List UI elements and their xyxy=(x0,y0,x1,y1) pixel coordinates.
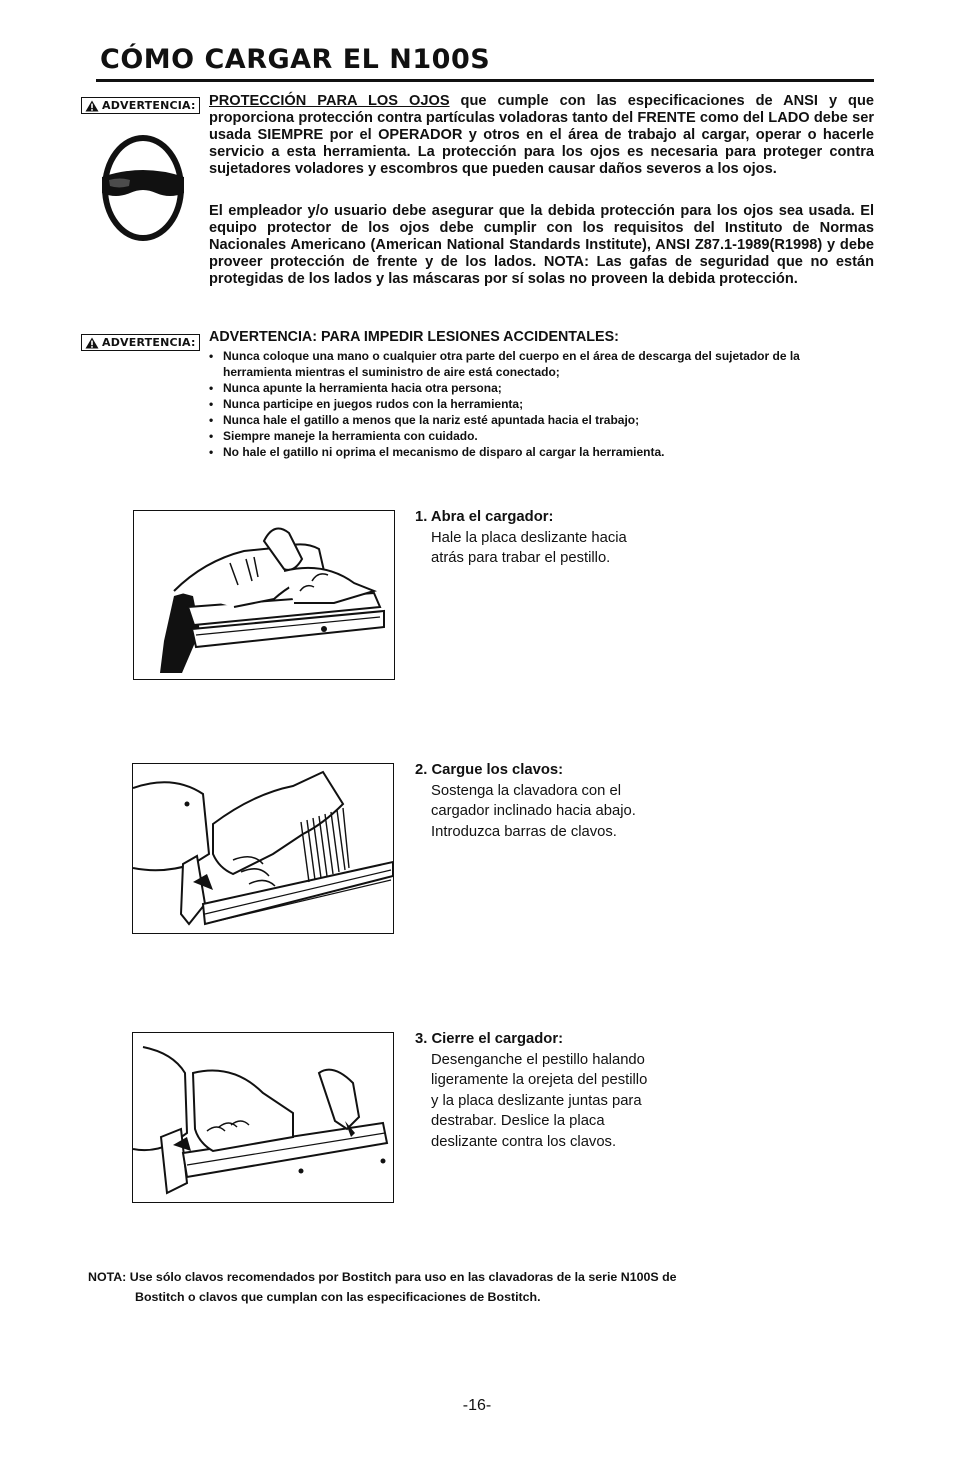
step-1 xyxy=(415,507,715,569)
step-1-line: atrás para trabar el pestillo. xyxy=(431,550,611,566)
figure-open-magazine xyxy=(133,510,395,680)
step-3-line: deslizante contra los clavos. xyxy=(431,1133,617,1150)
step-3 xyxy=(415,1029,715,1152)
step-1-heading: 1. Abra el cargador: xyxy=(415,509,554,525)
step-3-line: destrabar. Deslice la placa xyxy=(431,1113,605,1129)
step-3-line: y la placa deslizante juntas para xyxy=(431,1092,642,1109)
accident-warning-list xyxy=(209,348,849,460)
eye-protection-heading: PROTECCIÓN PARA LOS OJOS xyxy=(209,93,450,109)
warning-item: • No hale el gatillo ni oprima el mecanismo de disparo al cargar la herramienta. xyxy=(209,444,849,460)
warning-badge-label: ADVERTENCIA: xyxy=(102,336,196,349)
warning-item: • Nunca apunte la herramienta hacia otra persona; xyxy=(209,380,849,396)
step-2-heading: 2. Cargue los clavos: xyxy=(415,762,564,778)
employer-paragraph: El empleador y/o usuario debe asegurar que la debida protección para los ojos sea usada. El equipo protector de los ojos debe cumplir con los requisitos del Instituto de Normas Nacionales Americano (American National Standards Institute), ANSI Z87.1-1989(R1998) y debe proveer protección de frente y de los lados. NOTA: Las gafas de seguridad que no están protegidas de los lados y las máscaras por sí solas no proveen la debida protección. xyxy=(209,203,874,287)
step-3-line: Desenganche el pestillo halando xyxy=(431,1051,645,1068)
eye-protection-text: que cumple con las especificaciones de ANSI y que proporciona protección contra partículas voladoras tanto del FRENTE como del LADO debe ser usada SIEMPRE por el OPERADOR y otros en el área de trabajo al cargar, operar o hacerle servicio a esta herramienta. La protección para los ojos es necesaria para proteger contra sujetadores voladores y escombros que pueden causar daños severos a los ojos. xyxy=(209,93,874,177)
nailer-closing-illustration xyxy=(133,1033,393,1202)
safety-goggles-icon xyxy=(100,133,186,243)
figure-close-magazine xyxy=(132,1032,394,1203)
title-rule xyxy=(96,79,874,82)
page-title: CÓMO CARGAR EL N100S xyxy=(100,44,491,75)
warning-item: • Siempre maneje la herramienta con cuidado. xyxy=(209,428,849,444)
warning-item: • Nunca coloque una mano o cualquier otra parte del cuerpo en el área de descarga del sujetador de la herramienta mientras el suministro de aire está conectado; xyxy=(209,348,849,380)
step-2-line: Introduzca barras de clavos. xyxy=(431,823,617,840)
warning-badge-accidents xyxy=(81,334,200,351)
step-2-line: cargador inclinado hacia abajo. xyxy=(431,803,636,819)
warning-item: • Nunca hale el gatillo a menos que la nariz esté apuntada hacia el trabajo; xyxy=(209,412,849,428)
note-line-2: Bostitch o clavos que cumplan con las especificaciones de Bostitch. xyxy=(135,1290,541,1304)
nailer-open-illustration xyxy=(134,511,394,679)
step-3-heading: 3. Cierre el cargador: xyxy=(415,1031,564,1047)
note-line-1: NOTA: Use sólo clavos recomendados por Bostitch para uso en las clavadoras de la serie N100S de xyxy=(88,1270,677,1284)
warning-item: • Nunca participe en juegos rudos con la herramienta; xyxy=(209,396,849,412)
accident-warning-heading: ADVERTENCIA: PARA IMPEDIR LESIONES ACCIDENTALES: xyxy=(209,329,619,345)
warning-triangle-icon xyxy=(85,100,99,112)
step-2 xyxy=(415,760,715,842)
eye-protection-paragraph xyxy=(209,93,874,178)
step-1-line: Hale la placa deslizante hacia xyxy=(431,529,627,546)
bottom-note xyxy=(88,1267,848,1307)
warning-badge-label: ADVERTENCIA: xyxy=(102,99,196,112)
step-2-line: Sostenga la clavadora con el xyxy=(431,782,622,799)
figure-load-nails xyxy=(132,763,394,934)
warning-badge-eye xyxy=(81,97,200,114)
step-3-line: ligeramente la orejeta del pestillo xyxy=(431,1072,648,1088)
page-number: -16- xyxy=(462,1397,492,1414)
warning-triangle-icon xyxy=(85,337,99,349)
nailer-loading-illustration xyxy=(133,764,393,933)
